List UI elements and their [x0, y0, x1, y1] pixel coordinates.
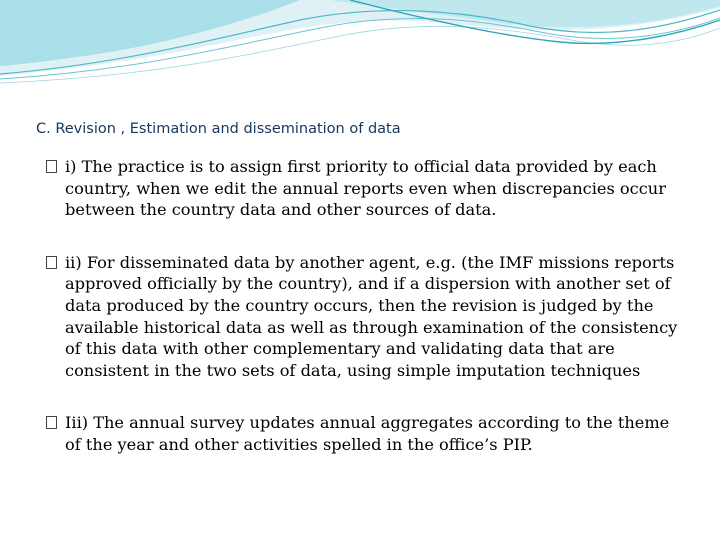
bullet-box-icon	[46, 256, 57, 269]
decorative-wave-banner	[0, 0, 720, 90]
bullet-item-3	[46, 412, 681, 455]
bullet-text-1: i) The practice is to assign first priority to official data provided by each country, when we edit the annual reports even when discrepancies occur between the country data and other sources of data.	[65, 157, 666, 220]
bullet-item-2	[46, 252, 681, 382]
bullet-box-icon	[46, 416, 57, 429]
bullet-text-2: ii) For disseminated data by another agent, e.g. (the IMF missions reports approved officially by the country), and if a dispersion with another set of data produced by the country occurs, then the revision is judged by the available historical data as well as through examination of the consistency of this data with other complementary and validating data that are consistent in the two sets of data, using simple imputation techniques	[65, 252, 678, 380]
section-heading: C. Revision , Estimation and dissemination of data	[36, 121, 401, 137]
bullet-list	[46, 156, 681, 456]
bullet-item-1	[46, 156, 681, 221]
bullet-box-icon	[46, 160, 57, 173]
bullet-text-3: Iii) The annual survey updates annual aggregates according to the theme of the year and other activities spelled in the office’s PIP.	[65, 413, 670, 454]
